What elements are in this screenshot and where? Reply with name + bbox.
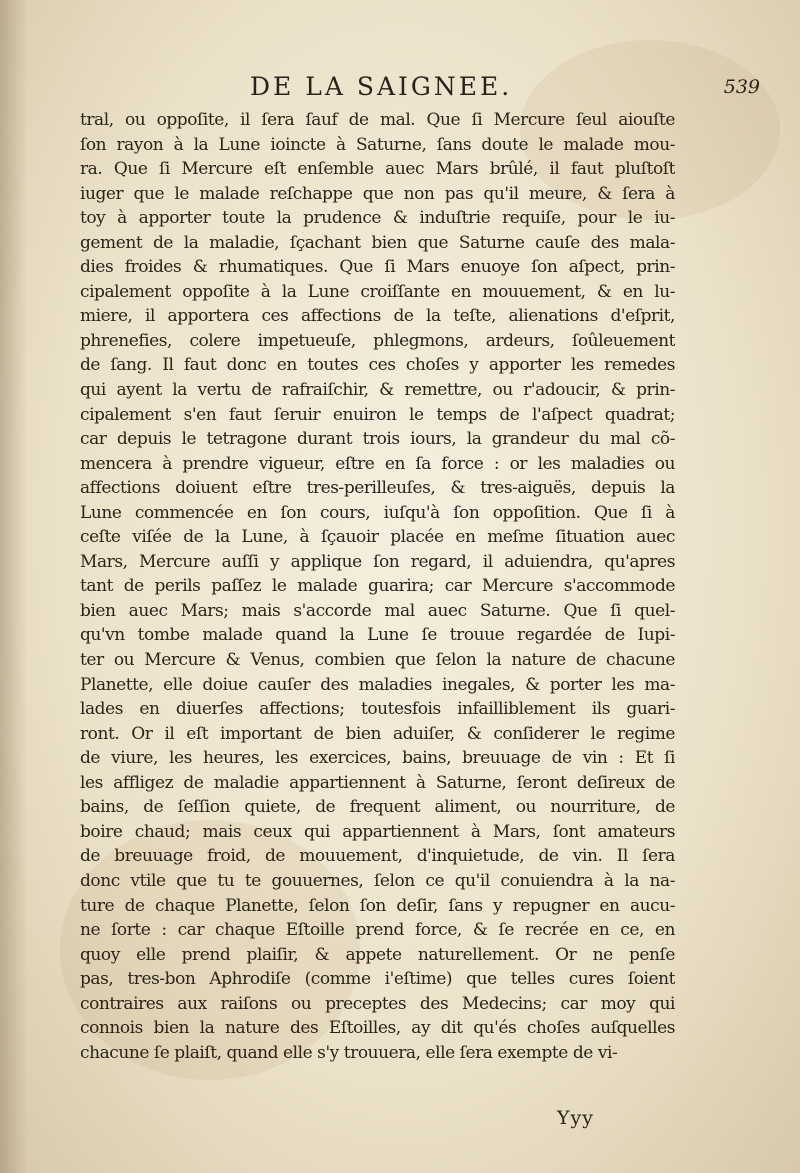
text-line: dies froides & rhumatiques. Que ſi Mars enuoye ſon aſpect, prin- [80, 257, 675, 278]
text-line: pas, tres-bon Aphrodiſe (comme i'eſtime) que telles cures ſoient [80, 969, 675, 990]
text-line: boire chaud; mais ceux qui appartiennent à Mars, ſont amateurs [80, 821, 675, 842]
text-line: ceſte viſée de la Lune, à ſçauoir placée en meſme ſituation auec [80, 527, 675, 548]
text-line: car depuis le tetragone durant trois iours, la grandeur du mal cõ- [80, 429, 675, 450]
text-line: toy à apporter toute la prudence & induſtrie requiſe, pour le iu- [80, 208, 675, 229]
text-line: tant de perils paſſez le malade guarira; car Mercure s'accommode [80, 576, 675, 597]
text-line: donc vtile que tu te gouuernes, ſelon ce qu'il conuiendra à la na- [80, 870, 675, 891]
text-line: ter ou Mercure & Venus, combien que ſelon la nature de chacune [80, 650, 675, 671]
text-line: cipalement oppoſite à la Lune croiſſante en mouuement, & en lu- [80, 281, 675, 302]
signature-mark: Yyy [557, 1107, 595, 1129]
text-line: gement de la maladie, ſçachant bien que Saturne cauſe des mala- [80, 232, 675, 253]
text-line: bains, de ſeſſion quiete, de frequent aliment, ou nourriture, de [80, 797, 675, 818]
text-line: Mars, Mercure auſſi y applique ſon regard, il aduiendra, qu'apres [80, 551, 675, 572]
text-line: quoy elle prend plaiſir, & appete naturellement. Or ne penſe [80, 944, 675, 965]
text-line: mencera à prendre vigueur, eſtre en ſa force : or les maladies ou [80, 453, 675, 474]
text-line: qui ayent la vertu de rafraiſchir, & remettre, ou r'adoucir, & prin- [80, 380, 675, 401]
text-line: ture de chaque Planette, ſelon ſon deſir, ſans y repugner en aucu- [80, 895, 675, 916]
text-line: Lune commencée en ſon cours, iuſqu'à ſon oppoſition. Que ſi à [80, 502, 675, 523]
running-title: DE LA SAIGNEE. [250, 72, 513, 101]
page-number: 539 [723, 76, 760, 98]
text-line: les affligez de maladie appartiennent à Saturne, ſeront deſireux de [80, 772, 675, 793]
text-line: cipalement s'en faut ſeruir enuiron le temps de l'aſpect quadrat; [80, 404, 675, 425]
text-line: iuger que le malade reſchappe que non pas qu'il meure, & ſera à [80, 183, 675, 204]
body-text [80, 108, 675, 1065]
text-line: contraires aux raiſons ou preceptes des Medecins; car moy qui [80, 993, 675, 1014]
text-line: qu'vn tombe malade quand la Lune ſe trouue regardée de Iupi- [80, 625, 675, 646]
text-line: tral, ou oppoſite, il ſera ſauf de mal. Que ſi Mercure ſeul aiouſte [80, 110, 675, 130]
text-line: lades en diuerſes affections; toutesfois infailliblement ils guari- [80, 699, 675, 720]
text-line: affections doiuent eſtre tres-perilleuſes, & tres-aiguës, depuis la [80, 478, 675, 499]
text-line: chacune ſe plaiſt, quand elle s'y trouuera, elle ſera exempte de vi- [80, 1042, 618, 1063]
text-line: ne ſorte : car chaque Eſtoille prend force, & ſe recrée en ce, en [80, 920, 675, 941]
text-line: connois bien la nature des Eſtoilles, ay dit qu'és choſes auſquelles [80, 1018, 675, 1039]
text-line: ſon rayon à la Lune ioincte à Saturne, ſans doute le malade mou- [80, 134, 675, 155]
text-line: ra. Que ſi Mercure eſt enſemble auec Mars brûlé, il faut pluſtoſt [80, 159, 675, 180]
text-line: de viure, les heures, les exercices, bains, breuuage de vin : Et ſi [80, 748, 675, 769]
text-line: Planette, elle doiue cauſer des maladies inegales, & porter les ma- [80, 674, 675, 695]
text-line: miere, il apportera ces affections de la teſte, alienations d'eſprit, [80, 306, 675, 327]
text-line: phrenefies, colere impetueuſe, phlegmons, ardeurs, ſoûleuement [80, 330, 675, 351]
text-line: de breuuage froid, de mouuement, d'inquietude, de vin. Il ſera [80, 846, 675, 867]
text-line: ront. Or il eſt important de bien aduiſer, & conſiderer le regime [80, 723, 675, 744]
page-header [80, 72, 760, 106]
text-line: de ſang. Il faut donc en toutes ces choſes y apporter les remedes [80, 355, 675, 376]
text-line: bien auec Mars; mais s'accorde mal auec Saturne. Que ſi quel- [80, 600, 675, 621]
